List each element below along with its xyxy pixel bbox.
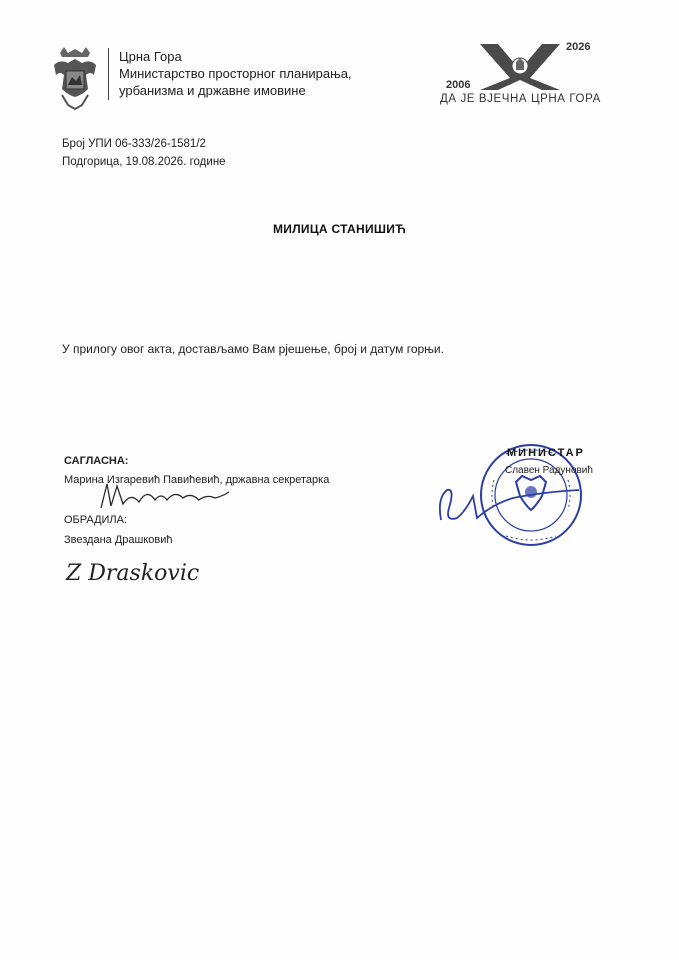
prepared-handwriting: Z Draskovic	[66, 561, 200, 586]
ministry-name-line2: урбанизма и државне имовине	[119, 83, 306, 98]
ministry-name-line1: Министарство просторног планирања,	[119, 66, 352, 81]
minister-name: Славен Радуновић	[505, 465, 593, 476]
approved-signature	[95, 478, 235, 514]
country-name: Црна Гора	[119, 49, 182, 64]
minister-signature	[433, 478, 583, 528]
logo-year-left: 2006	[446, 79, 471, 91]
logo-motto: ДА ЈЕ ВЈЕЧНА ЦРНА ГОРА	[440, 93, 601, 105]
prepared-label: ОБРАДИЛА:	[64, 514, 128, 526]
coat-of-arms-icon	[50, 45, 100, 111]
approved-label: САГЛАСНА:	[64, 455, 129, 467]
reference-number: Број УПИ 06-333/26-1581/2	[62, 138, 206, 150]
place-date: Подгорица, 19.08.2026. године	[62, 156, 226, 168]
prepared-name: Звездана Драшковић	[64, 534, 173, 546]
body-text: У прилогу овог акта, достављамо Вам рјешење, број и датум горњи.	[62, 342, 444, 356]
approved-name: Марина Изгаревић Павићевић, државна секретарка	[64, 474, 330, 486]
recipient-name: МИЛИЦА СТАНИШИЋ	[272, 222, 406, 236]
ministry-header	[108, 48, 379, 100]
prepared-signature	[64, 550, 200, 592]
logo-year-right: 2026	[566, 41, 591, 53]
minister-title: МИНИСТАР	[507, 447, 585, 459]
